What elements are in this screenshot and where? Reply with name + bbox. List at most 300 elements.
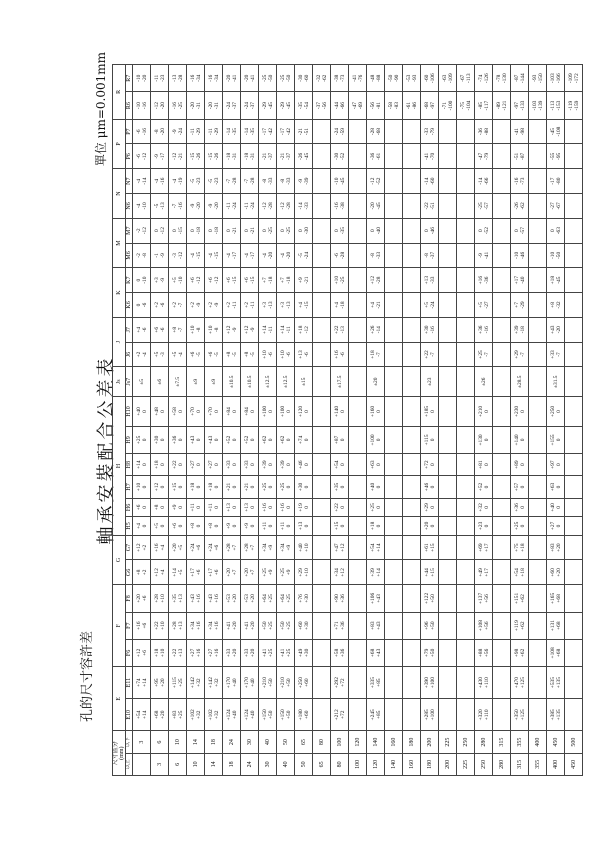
upper-deviation: -21 xyxy=(261,152,268,160)
tolerance-cell-k6 xyxy=(403,293,421,318)
tolerance-cell-k6 xyxy=(295,293,313,318)
upper-deviation: +53 xyxy=(243,594,250,603)
upper-deviation: -12 xyxy=(171,152,178,160)
lower-deviation: +20 xyxy=(231,621,238,630)
lower-deviation: 0 xyxy=(141,485,148,489)
lower-deviation: -59 xyxy=(339,128,346,136)
tolerance-cell-f7 xyxy=(439,612,457,639)
tolerance-cell-m7 xyxy=(403,218,421,243)
tolerance-cell-r6 xyxy=(331,92,349,119)
lower-deviation: 0 xyxy=(195,438,202,442)
tolerance-cell-js7: ±6 xyxy=(151,367,169,397)
tolerance-cell-j6 xyxy=(493,342,511,367)
lower-deviation: +20 xyxy=(555,568,562,577)
tolerance-cell-h6 xyxy=(475,498,493,517)
tolerance-cell-m6 xyxy=(205,243,223,268)
lower-deviation: -20 xyxy=(159,128,166,136)
lower-deviation: 0 xyxy=(429,524,436,528)
upper-deviation: -4 xyxy=(153,178,160,184)
tolerance-cell-e10 xyxy=(313,699,331,731)
tolerance-cell-h9 xyxy=(259,426,277,453)
tolerance-cell-js7: ±26 xyxy=(475,367,493,397)
tolerance-cell-p7 xyxy=(313,119,331,144)
lower-deviation: +50 xyxy=(267,710,274,720)
tolerance-cell-h8 xyxy=(295,454,313,476)
tolerance-cell-g6 xyxy=(385,560,403,585)
upper-deviation: +29 xyxy=(513,350,520,359)
upper-deviation: +151 xyxy=(513,592,520,604)
tolerance-cell-h9 xyxy=(331,426,349,453)
tolerance-cell-p6 xyxy=(475,144,493,169)
upper-deviation: -51 xyxy=(513,152,520,160)
upper-deviation: -26 xyxy=(297,152,304,160)
lower-deviation: -60 xyxy=(303,74,310,82)
tolerance-cell-j7 xyxy=(223,317,241,342)
upper-deviation: +39 xyxy=(369,568,376,577)
tolerance-cell-j6 xyxy=(547,342,565,367)
upper-deviation: -103 xyxy=(531,100,538,111)
tolerance-cell-h5 xyxy=(295,517,313,536)
upper-deviation: -58 xyxy=(387,102,394,110)
lower-deviation: -15 xyxy=(177,227,184,235)
tolerance-cell-p7 xyxy=(205,119,223,144)
upper-deviation: +36 xyxy=(171,435,178,445)
tolerance-cell-j7 xyxy=(493,317,511,342)
tolerance-cell-r7 xyxy=(223,65,241,92)
tolerance-cell-f8 xyxy=(475,585,493,612)
lower-deviation: -23 xyxy=(159,74,166,82)
tolerance-cell-m7 xyxy=(313,218,331,243)
tolerance-cell-g7 xyxy=(511,535,529,560)
tolerance-cell-f8 xyxy=(547,585,565,612)
tolerance-cell-h8 xyxy=(169,454,187,476)
lower-deviation: +50 xyxy=(429,621,436,630)
lower-deviation: -88 xyxy=(375,74,382,82)
upper-deviation: -41 xyxy=(351,74,358,82)
tolerance-cell-e11 xyxy=(493,667,511,699)
upper-deviation: +83 xyxy=(369,621,376,630)
lower-deviation: +40 xyxy=(249,678,256,687)
lower-deviation: -25 xyxy=(267,227,274,235)
lower-deviation: 0 xyxy=(195,506,202,509)
column-header-h7: H7 xyxy=(126,476,133,498)
upper-deviation: +335 xyxy=(369,677,376,689)
column-header-js7: Js7 xyxy=(126,367,133,397)
tolerance-cell-r7 xyxy=(151,65,169,92)
upper-deviation: +54 xyxy=(135,710,142,720)
tolerance-cell-h9 xyxy=(169,426,187,453)
lower-deviation: 0 xyxy=(429,463,436,467)
tolerance-cell-g6 xyxy=(313,560,331,585)
lower-deviation: 0 xyxy=(177,506,184,509)
tolerance-table xyxy=(112,64,583,776)
lower-deviation: +20 xyxy=(249,621,256,630)
tolerance-cell-f8 xyxy=(421,585,439,612)
lower-deviation: +5 xyxy=(177,544,184,551)
upper-deviation: -4 xyxy=(189,253,196,258)
lower-deviation: +16 xyxy=(195,648,202,658)
tolerance-cell-n6 xyxy=(421,194,439,219)
column-header-p6: P6 xyxy=(126,144,133,169)
lower-deviation: -51 xyxy=(429,202,436,210)
tolerance-cell-n6 xyxy=(511,194,529,219)
size-range-header xyxy=(113,731,126,776)
tolerance-cell-h7 xyxy=(223,476,241,498)
tolerance-cell-f6 xyxy=(511,639,529,666)
tolerance-cell-h9 xyxy=(421,426,439,453)
tolerance-cell-js7: ±12.5 xyxy=(259,367,277,397)
tolerance-cell-p7 xyxy=(475,119,493,144)
lower-deviation: -98 xyxy=(519,128,526,136)
tolerance-cell-h7 xyxy=(187,476,205,498)
lower-deviation: +6 xyxy=(141,622,148,629)
upper-deviation: -10 xyxy=(513,251,520,260)
group-header-row xyxy=(113,65,126,776)
lower-deviation: +12 xyxy=(339,543,346,552)
lower-deviation: -16 xyxy=(159,177,166,185)
upper-deviation: +57 xyxy=(513,482,520,492)
lower-deviation: -21 xyxy=(249,227,256,235)
lower-deviation: -11 xyxy=(285,326,292,334)
upper-deviation: +137 xyxy=(477,592,484,604)
table-row xyxy=(403,65,421,776)
tolerance-cell-js7: ±28.5 xyxy=(511,367,529,397)
table-row xyxy=(457,65,475,776)
lower-deviation: -20 xyxy=(159,102,166,110)
tolerance-cell-e10 xyxy=(295,699,313,731)
tolerance-cell-p7 xyxy=(547,119,565,144)
upper-deviation: -18 xyxy=(225,152,232,160)
upper-deviation: +25 xyxy=(279,482,286,492)
tolerance-cell-h6 xyxy=(385,498,403,517)
upper-deviation: +40 xyxy=(369,482,376,492)
lower-deviation: +50 xyxy=(429,648,436,658)
upper-deviation: +5 xyxy=(171,351,178,358)
tolerance-cell-g6 xyxy=(367,560,385,585)
lower-deviation: 0 xyxy=(375,463,382,467)
lower-deviation: -16 xyxy=(141,128,148,136)
upper-deviation: 0 xyxy=(135,303,142,307)
tolerance-cell-h10 xyxy=(187,397,205,427)
upper-deviation: -21 xyxy=(279,152,286,160)
tolerance-cell-j6 xyxy=(511,342,529,367)
lower-deviation: -15 xyxy=(249,276,256,284)
tolerance-cell-n7 xyxy=(565,169,583,194)
tolerance-cell-j6 xyxy=(151,342,169,367)
tolerance-cell-e11 xyxy=(223,667,241,699)
lower-deviation: +6 xyxy=(195,569,202,576)
tolerance-cell-h5 xyxy=(547,517,565,536)
lower-deviation: -54 xyxy=(303,102,310,110)
upper-deviation: +470 xyxy=(513,677,520,689)
size-over: 450 xyxy=(565,753,583,775)
lower-deviation: +25 xyxy=(177,678,184,687)
upper-deviation: +97 xyxy=(549,460,556,469)
lower-deviation: -41 xyxy=(483,251,490,260)
tolerance-cell-js7 xyxy=(403,367,421,397)
column-header-h6: H6 xyxy=(126,498,133,517)
lower-deviation: +10 xyxy=(159,648,166,658)
tolerance-cell-g7 xyxy=(529,535,547,560)
size-over: 200 xyxy=(439,753,457,775)
lower-deviation: -166 xyxy=(555,73,562,84)
tolerance-cell-m7 xyxy=(547,218,565,243)
tolerance-cell-m7 xyxy=(133,218,151,243)
lower-deviation: -6 xyxy=(141,327,148,332)
lower-deviation: -67 xyxy=(555,202,562,210)
upper-deviation: -4 xyxy=(261,253,268,258)
tolerance-cell-e11 xyxy=(241,667,259,699)
tolerance-cell-g7 xyxy=(133,535,151,560)
tolerance-cell-h7 xyxy=(457,476,475,498)
tolerance-cell-js7: ±5 xyxy=(133,367,151,397)
lower-deviation: -12 xyxy=(159,227,166,235)
size-over: 10 xyxy=(187,753,205,775)
tolerance-cell-n6 xyxy=(187,194,205,219)
tolerance-cell-p7 xyxy=(187,119,205,144)
tolerance-cell-h9 xyxy=(187,426,205,453)
lower-deviation: +2 xyxy=(141,569,148,576)
tolerance-cell-j6 xyxy=(277,342,295,367)
tolerance-cell-h10 xyxy=(331,397,349,427)
lower-deviation: +68 xyxy=(555,594,562,603)
tolerance-cell-f7 xyxy=(493,612,511,639)
tolerance-cell-h7 xyxy=(565,476,583,498)
upper-deviation: +35 xyxy=(333,482,340,492)
tolerance-cell-h8 xyxy=(457,454,475,476)
upper-deviation: +44 xyxy=(423,568,430,577)
lower-deviation: 0 xyxy=(429,410,436,413)
upper-deviation: +18 xyxy=(153,460,160,469)
tolerance-cell-e11 xyxy=(439,667,457,699)
lower-deviation: -28 xyxy=(249,177,256,185)
tolerance-cell-js7: ±9 xyxy=(205,367,223,397)
tolerance-cell-r6 xyxy=(457,92,475,119)
tolerance-cell-f6 xyxy=(475,639,493,666)
upper-deviation: +22 xyxy=(333,503,340,512)
lower-deviation: 0 xyxy=(159,410,166,413)
tolerance-cell-k7 xyxy=(403,268,421,293)
lower-deviation: 0 xyxy=(375,506,382,509)
upper-deviation: +160 xyxy=(369,405,376,418)
size-over: 80 xyxy=(331,753,349,775)
tolerance-cell-f6 xyxy=(529,639,547,666)
tolerance-cell-e11 xyxy=(295,667,313,699)
lower-deviation: 0 xyxy=(429,506,436,509)
size-upto: 30 xyxy=(241,731,259,753)
tolerance-cell-p7 xyxy=(385,119,403,144)
tolerance-cell-g6 xyxy=(205,560,223,585)
upper-deviation: -50 xyxy=(387,74,394,82)
tolerance-cell-j7 xyxy=(169,317,187,342)
lower-deviation: 0 xyxy=(555,506,562,509)
lower-deviation: +72 xyxy=(339,710,346,720)
upper-deviation: +180 xyxy=(297,709,304,721)
tolerance-cell-k7 xyxy=(385,268,403,293)
tolerance-cell-k7 xyxy=(331,268,349,293)
lower-deviation: 0 xyxy=(159,524,166,528)
lower-deviation: +6 xyxy=(141,595,148,602)
lower-deviation: +6 xyxy=(213,569,220,576)
lower-deviation: 0 xyxy=(555,463,562,467)
tolerance-cell-h7 xyxy=(295,476,313,498)
table-row xyxy=(151,65,169,776)
upper-deviation: +14 xyxy=(261,325,268,334)
upper-deviation: -9 xyxy=(297,178,304,184)
upper-deviation: 0 xyxy=(333,229,340,233)
lower-deviation: +50 xyxy=(429,594,436,603)
size-over: 3 xyxy=(151,753,169,775)
lower-deviation: +100 xyxy=(429,677,436,689)
size-over: 24 xyxy=(241,753,259,775)
upper-deviation: +9 xyxy=(297,277,304,284)
lower-deviation: -153 xyxy=(555,100,562,111)
upper-deviation: +430 xyxy=(477,677,484,689)
tolerance-cell-h8 xyxy=(511,454,529,476)
upper-deviation: 0 xyxy=(243,229,250,233)
size-upto: 14 xyxy=(187,731,205,753)
upper-deviation: +33 xyxy=(243,648,250,658)
table-row xyxy=(187,65,205,776)
tolerance-cell-n6 xyxy=(169,194,187,219)
tolerance-cell-h10 xyxy=(313,397,331,427)
upper-deviation: -4 xyxy=(243,253,250,258)
upper-deviation: +34 xyxy=(333,568,340,577)
table-row xyxy=(511,65,529,776)
upper-deviation: +50 xyxy=(261,621,268,630)
tolerance-cell-p7 xyxy=(511,119,529,144)
tolerance-cell-m6 xyxy=(493,243,511,268)
tolerance-cell-f7 xyxy=(457,612,475,639)
tolerance-cell-p6 xyxy=(331,144,349,169)
lower-deviation: -21 xyxy=(177,152,184,160)
lower-deviation: +43 xyxy=(375,594,382,603)
upper-deviation: +14 xyxy=(135,460,142,469)
lower-deviation: -35 xyxy=(249,128,256,136)
tolerance-cell-m6 xyxy=(295,243,313,268)
page-title: 軸承安裝配合公差表 xyxy=(96,355,117,545)
lower-deviation: -33 xyxy=(429,276,436,284)
tolerance-cell-g6 xyxy=(493,560,511,585)
upper-deviation: +4 xyxy=(333,302,340,308)
lower-deviation: -90 xyxy=(393,74,400,82)
upper-deviation: 0 xyxy=(477,229,484,233)
tolerance-cell-h8 xyxy=(241,454,259,476)
tolerance-cell-h10 xyxy=(295,397,313,427)
upper-deviation: +6 xyxy=(207,277,214,284)
tolerance-cell-js7 xyxy=(565,367,583,397)
tolerance-cell-h8 xyxy=(151,454,169,476)
lower-deviation: +25 xyxy=(285,594,292,603)
tolerance-cell-r7 xyxy=(439,65,457,92)
tolerance-cell-e11 xyxy=(187,667,205,699)
lower-deviation: +62 xyxy=(519,621,526,630)
upper-deviation: -16 xyxy=(333,202,340,210)
upper-deviation: +18 xyxy=(369,350,376,359)
lower-deviation: -37 xyxy=(231,102,238,110)
upper-deviation: -11 xyxy=(243,202,250,210)
size-upto: 6 xyxy=(151,731,169,753)
lower-deviation: -60 xyxy=(429,177,436,185)
tolerance-cell-h10 xyxy=(547,397,565,427)
lower-deviation: -66 xyxy=(483,177,490,185)
tolerance-cell-r6 xyxy=(223,92,241,119)
lower-deviation: 0 xyxy=(177,463,184,467)
tolerance-cell-p6 xyxy=(133,144,151,169)
tolerance-cell-f6 xyxy=(439,639,457,666)
tolerance-cell-h6 xyxy=(367,498,385,517)
lower-deviation: +10 xyxy=(159,594,166,603)
tolerance-cell-n7 xyxy=(259,169,277,194)
tolerance-cell-h8 xyxy=(133,454,151,476)
tolerance-cell-k6 xyxy=(331,293,349,318)
upper-deviation: -36 xyxy=(369,152,376,160)
tolerance-cell-f6 xyxy=(403,639,421,666)
tolerance-cell-n6 xyxy=(529,194,547,219)
upper-deviation: +5 xyxy=(153,523,160,529)
lower-deviation: +16 xyxy=(195,621,202,630)
upper-deviation: -9 xyxy=(189,203,196,209)
lower-deviation: -20 xyxy=(285,251,292,260)
lower-deviation: -28 xyxy=(339,251,346,260)
tolerance-cell-r7 xyxy=(259,65,277,92)
lower-deviation: +18 xyxy=(519,568,526,577)
tolerance-cell-p7 xyxy=(151,119,169,144)
upper-deviation: +34 xyxy=(279,543,286,552)
lower-deviation: -108 xyxy=(555,126,562,137)
upper-deviation: +100 xyxy=(369,434,376,446)
tolerance-cell-m6 xyxy=(403,243,421,268)
upper-deviation: +22 xyxy=(171,648,178,658)
upper-deviation: +10 xyxy=(333,275,340,285)
tolerance-cell-k6 xyxy=(529,293,547,318)
upper-deviation: +6 xyxy=(243,277,250,284)
tolerance-cell-h5 xyxy=(421,517,439,536)
lower-deviation: +20 xyxy=(231,648,238,658)
tolerance-cell-j7 xyxy=(403,317,421,342)
tolerance-cell-j7 xyxy=(385,317,403,342)
upper-deviation: -5 xyxy=(207,178,214,184)
tolerance-cell-n7 xyxy=(349,169,367,194)
upper-deviation: +41 xyxy=(243,621,250,630)
lower-deviation: -57 xyxy=(483,202,490,210)
upper-deviation: +12 xyxy=(153,482,160,492)
upper-deviation: -28 xyxy=(369,128,376,136)
lower-deviation: 0 xyxy=(285,506,292,509)
tolerance-cell-r7 xyxy=(169,65,187,92)
tolerance-cell-n6 xyxy=(475,194,493,219)
lower-deviation: +7 xyxy=(249,544,256,551)
size-over: 400 xyxy=(547,753,565,775)
lower-deviation: -18 xyxy=(195,227,202,235)
upper-deviation: 0 xyxy=(279,229,286,233)
tolerance-cell-j7 xyxy=(457,317,475,342)
upper-deviation: +10 xyxy=(261,350,268,359)
tolerance-cell-f8 xyxy=(565,585,583,612)
lower-deviation: 0 xyxy=(555,410,562,413)
tolerance-cell-h10 xyxy=(385,397,403,427)
upper-deviation: +102 xyxy=(189,709,196,721)
upper-deviation: -9 xyxy=(207,203,214,209)
tolerance-cell-f6 xyxy=(313,639,331,666)
upper-deviation: +40 xyxy=(549,503,556,512)
lower-deviation: -41 xyxy=(249,74,256,82)
lower-deviation: +32 xyxy=(195,678,202,687)
lower-deviation: -95 xyxy=(555,152,562,160)
tolerance-cell-j6 xyxy=(133,342,151,367)
group-header-js: Js xyxy=(113,367,126,397)
upper-deviation: +115 xyxy=(171,677,178,689)
